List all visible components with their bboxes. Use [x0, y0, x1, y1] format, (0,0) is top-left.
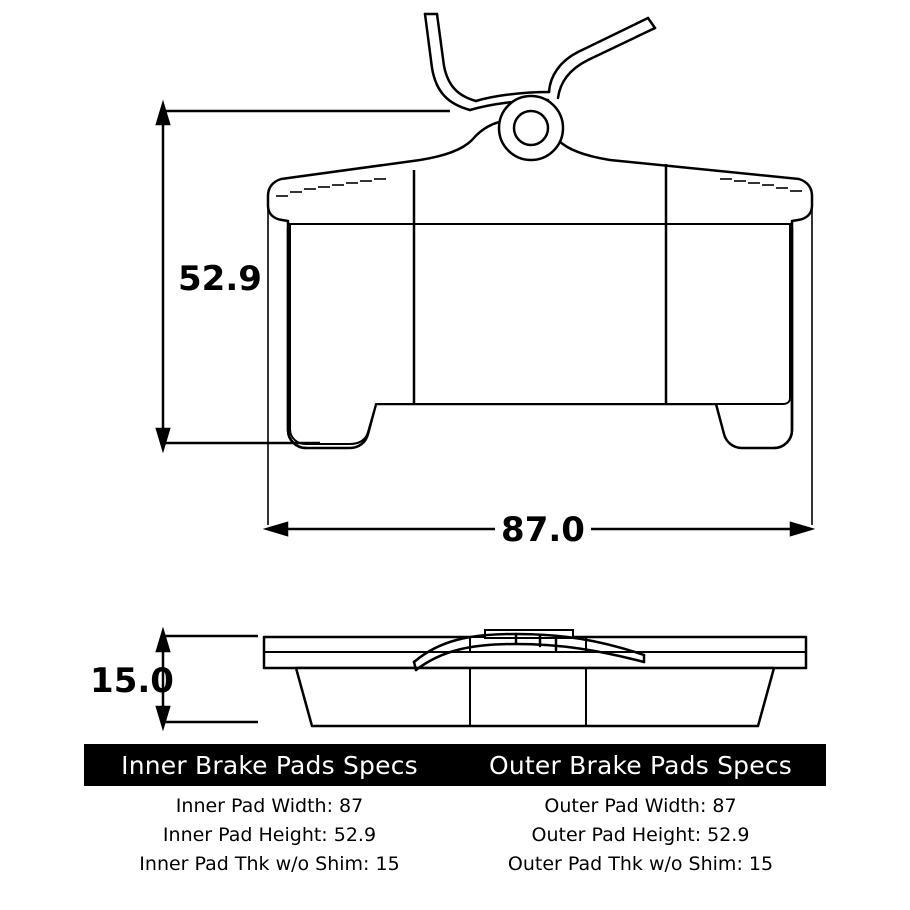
- center-hub-boss: [499, 96, 563, 160]
- inner-pad-width: Inner Pad Width: 87: [175, 795, 364, 817]
- height-dimension-label: 52.9: [178, 259, 262, 299]
- friction-material-surface: [290, 224, 790, 444]
- pad-retaining-clip: [425, 14, 655, 110]
- outer-specs-title: Outer Brake Pads Specs: [489, 750, 792, 780]
- outer-pad-height: Outer Pad Height: 52.9: [531, 824, 750, 846]
- outer-specs-column: [455, 792, 826, 879]
- spec-lists: [84, 792, 826, 879]
- width-dimension-label: 87.0: [501, 510, 585, 550]
- outer-pad-width: Outer Pad Width: 87: [544, 795, 737, 817]
- spec-title-band: [84, 744, 826, 786]
- thickness-dimension-label: 15.0: [90, 661, 174, 701]
- inner-pad-thickness: Inner Pad Thk w/o Shim: 15: [139, 853, 400, 875]
- inner-specs-column: [84, 792, 455, 879]
- inner-specs-title: Inner Brake Pads Specs: [121, 750, 418, 780]
- inner-pad-height: Inner Pad Height: 52.9: [162, 824, 377, 846]
- outer-pad-thickness: Outer Pad Thk w/o Shim: 15: [507, 853, 774, 875]
